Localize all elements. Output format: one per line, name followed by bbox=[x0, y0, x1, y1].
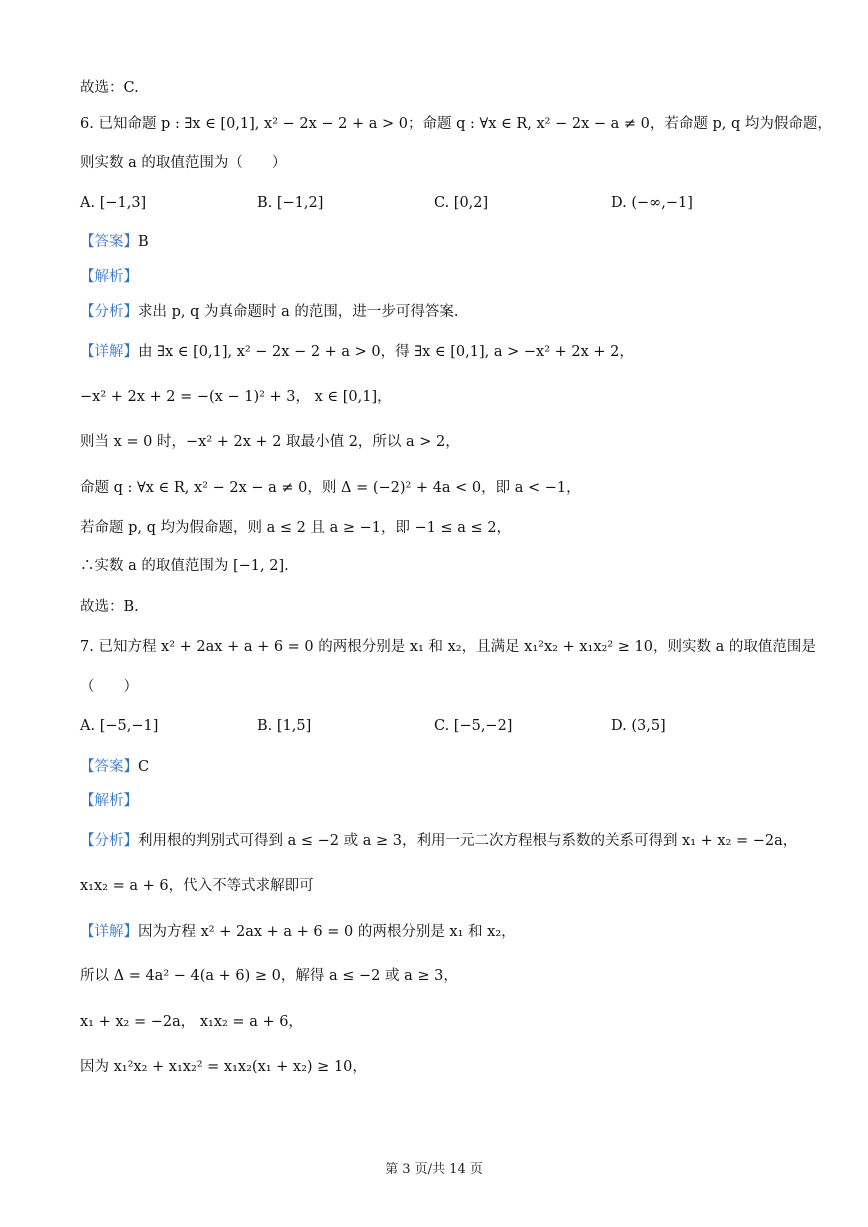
detail-line bbox=[80, 342, 634, 362]
detail-tag: 【详解】 bbox=[80, 344, 138, 360]
q7-option-b: B. [1,5] bbox=[257, 718, 312, 734]
text-line: 故选：C. bbox=[80, 80, 139, 96]
text-line: 则当 x = 0 时，−x² + 2x + 2 取最小值 2，所以 a > 2， bbox=[80, 434, 460, 450]
text-line: −x² + 2x + 2 = −(x − 1)² + 3， x ∈ [0,1]， bbox=[80, 389, 392, 405]
answer-value: C bbox=[138, 759, 150, 775]
analysis-tag: 【解析】 bbox=[80, 793, 138, 809]
detail-line bbox=[80, 922, 516, 942]
question-6-stem-cont: 则实数 a 的取值范围为（ ） bbox=[80, 155, 287, 171]
summary-tag: 【分析】 bbox=[80, 833, 138, 849]
analysis-tag: 【解析】 bbox=[80, 269, 138, 285]
answer-line bbox=[80, 757, 149, 777]
page-number: 第 3 页/共 14 页 bbox=[385, 1162, 483, 1177]
detail-text: 由 ∃x ∈ [0,1], x² − 2x − 2 + a > 0，得 ∃x ∈ [0,1], a > −x² + 2x + 2， bbox=[138, 344, 634, 360]
text-line: 命题 q : ∀x ∈ R, x² − 2x − a ≠ 0，则 Δ = (−2)² + 4a < 0，即 a < −1， bbox=[80, 480, 581, 496]
q6-option-d: D. (−∞,−1] bbox=[611, 195, 693, 211]
q7-option-c: C. [−5,−2] bbox=[434, 718, 513, 734]
analysis-line bbox=[80, 267, 138, 287]
analysis-summary bbox=[80, 302, 458, 322]
q7-option-a: A. [−5,−1] bbox=[80, 718, 159, 734]
answer-line bbox=[80, 232, 149, 252]
text-line: ∴实数 a 的取值范围为 [−1, 2]. bbox=[80, 558, 289, 574]
question-7-stem: 7. 已知方程 x² + 2ax + a + 6 = 0 的两根分别是 x₁ 和 x₂，且满足 x₁²x₂ + x₁x₂² ≥ 10，则实数 a 的取值范围是 bbox=[80, 639, 816, 655]
text-line: x₁x₂ = a + 6，代入不等式求解即可 bbox=[80, 878, 314, 894]
analysis-summary bbox=[80, 831, 797, 851]
question-6-stem: 6. 已知命题 p : ∃x ∈ [0,1], x² − 2x − 2 + a > 0；命题 q : ∀x ∈ R, x² − 2x − a ≠ 0，若命题 p, q 均为假命题， bbox=[80, 116, 832, 132]
answer-tag: 【答案】 bbox=[80, 234, 138, 250]
question-7-stem-cont: （ ） bbox=[80, 679, 138, 695]
summary-text: 求出 p, q 为真命题时 a 的范围，进一步可得答案. bbox=[138, 304, 459, 320]
answer-value: B bbox=[138, 234, 149, 250]
q6-option-a: A. [−1,3] bbox=[80, 195, 147, 211]
text-line: x₁ + x₂ = −2a， x₁x₂ = a + 6， bbox=[80, 1014, 303, 1030]
text-line: 所以 Δ = 4a² − 4(a + 6) ≥ 0，解得 a ≤ −2 或 a ≥ 3， bbox=[80, 968, 458, 984]
summary-tag: 【分析】 bbox=[80, 304, 138, 320]
analysis-line bbox=[80, 791, 138, 811]
text-line: 因为 x₁²x₂ + x₁x₂² = x₁x₂(x₁ + x₂) ≥ 10， bbox=[80, 1059, 367, 1075]
q6-option-b: B. [−1,2] bbox=[257, 195, 324, 211]
text-line: 若命题 p, q 均为假命题，则 a ≤ 2 且 a ≥ −1，即 −1 ≤ a ≤ 2， bbox=[80, 520, 512, 536]
answer-tag: 【答案】 bbox=[80, 759, 138, 775]
detail-tag: 【详解】 bbox=[80, 924, 138, 940]
q6-option-c: C. [0,2] bbox=[434, 195, 489, 211]
q7-option-d: D. (3,5] bbox=[611, 718, 666, 734]
summary-text: 利用根的判别式可得到 a ≤ −2 或 a ≥ 3，利用一元二次方程根与系数的关系可得到 x₁ + x₂ = −2a， bbox=[138, 833, 798, 849]
detail-text: 因为方程 x² + 2ax + a + 6 = 0 的两根分别是 x₁ 和 x₂， bbox=[138, 924, 516, 940]
text-line: 故选：B. bbox=[80, 599, 139, 615]
